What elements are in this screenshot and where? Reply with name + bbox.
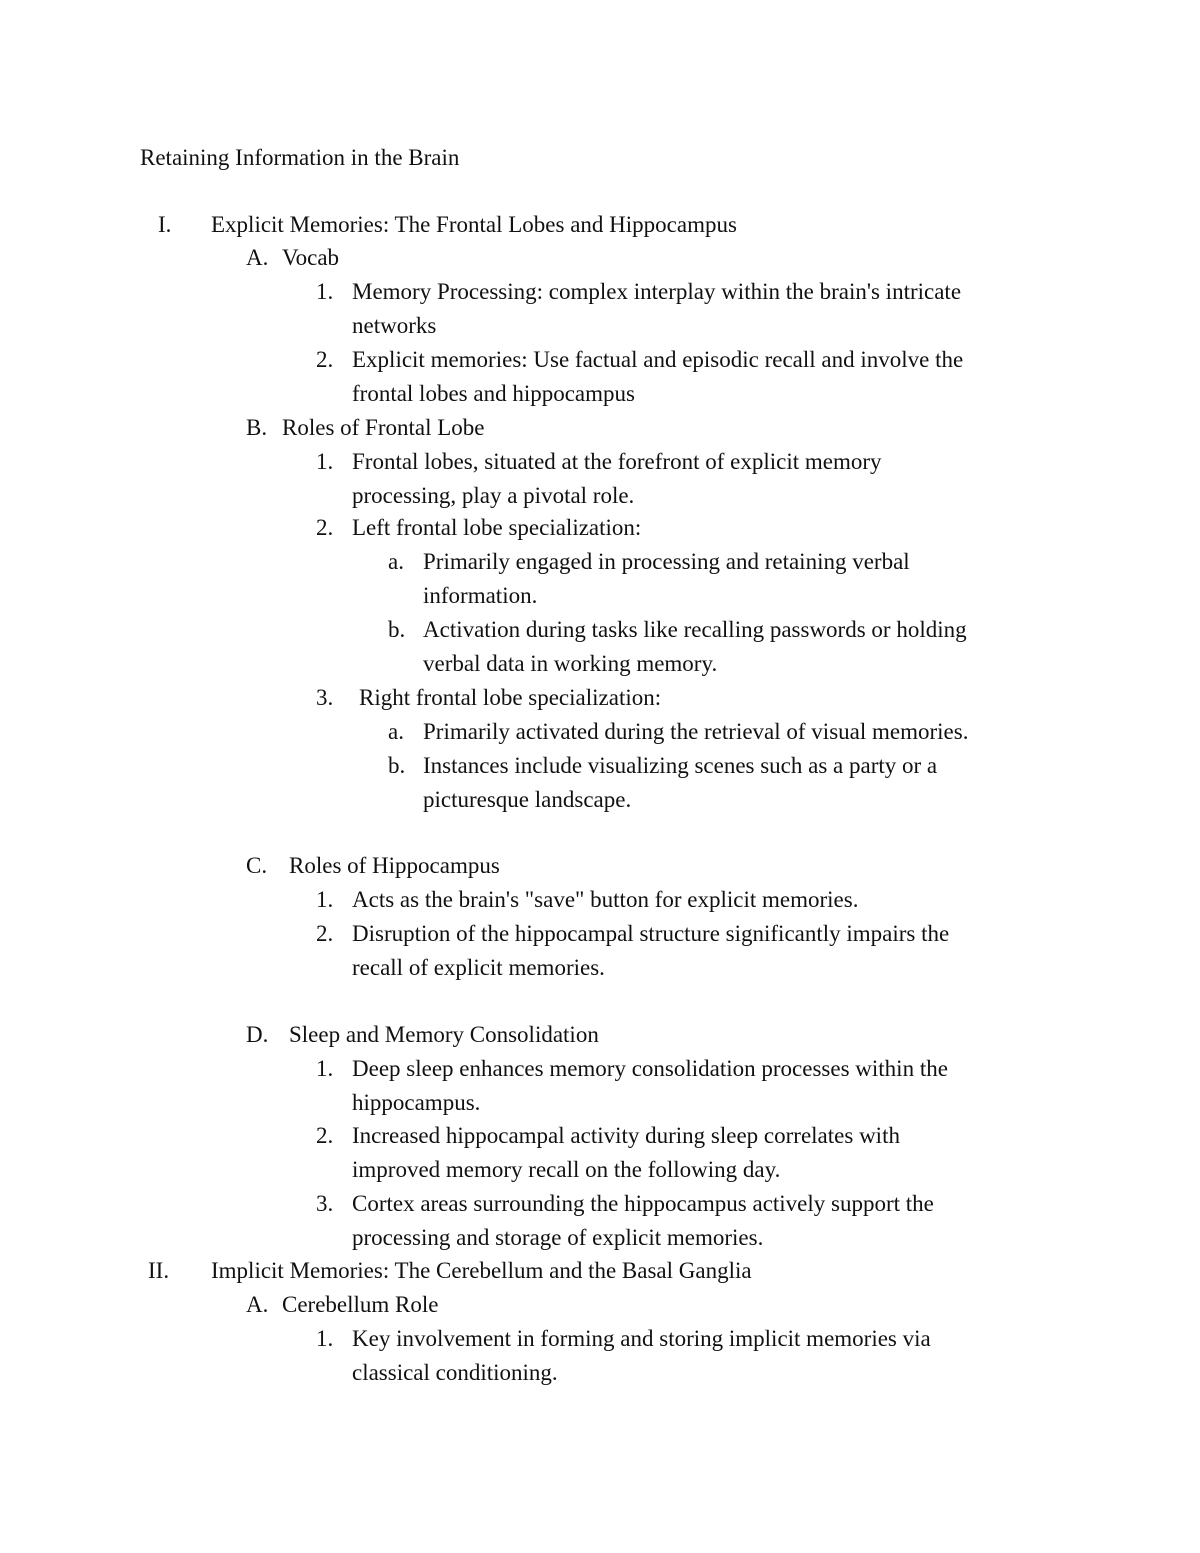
- item-text-line: Right frontal lobe specialization:: [359, 685, 662, 710]
- subsection-marker: C.: [246, 853, 268, 878]
- subitem-marker: a.: [388, 719, 404, 744]
- item-text-line: Increased hippocampal activity during sleep correlates with: [352, 1123, 900, 1148]
- item-marker: 1.: [316, 1056, 334, 1081]
- item-text-line: classical conditioning.: [352, 1360, 558, 1385]
- subitem-text-line: information.: [423, 583, 538, 608]
- item-text-line: processing, play a pivotal role.: [352, 483, 635, 508]
- item-marker: 3.: [316, 1191, 334, 1216]
- item-text-line: recall of explicit memories.: [352, 955, 605, 980]
- item-text-line: networks: [352, 313, 437, 338]
- item-text-line: Disruption of the hippocampal structure significantly impairs the: [352, 921, 950, 946]
- item-text-line: frontal lobes and hippocampus: [352, 381, 635, 406]
- item-text-line: processing and storage of explicit memories.: [352, 1225, 764, 1250]
- item-text-line: improved memory recall on the following day.: [352, 1157, 781, 1182]
- subsection-marker: D.: [246, 1022, 269, 1047]
- subitem-marker: a.: [388, 549, 404, 574]
- item-marker: 2.: [316, 515, 334, 540]
- subsection-heading: Cerebellum Role: [282, 1292, 439, 1317]
- item-marker: 1.: [316, 279, 334, 304]
- subitem-marker: b.: [388, 617, 406, 642]
- subitem-text-line: picturesque landscape.: [423, 787, 632, 812]
- section-heading: Implicit Memories: The Cerebellum and the Basal Ganglia: [211, 1258, 752, 1283]
- item-text-line: Acts as the brain's "save" button for explicit memories.: [352, 887, 859, 912]
- item-text-line: Explicit memories: Use factual and episodic recall and involve the: [352, 347, 964, 372]
- subsection-heading: Sleep and Memory Consolidation: [289, 1022, 599, 1047]
- item-marker: 3.: [316, 685, 334, 710]
- subitem-text-line: verbal data in working memory.: [423, 651, 718, 676]
- subsection-heading: Roles of Frontal Lobe: [282, 415, 485, 440]
- item-marker: 2.: [316, 921, 334, 946]
- item-text-line: Key involvement in forming and storing implicit memories via: [352, 1326, 931, 1351]
- subitem-text-line: Activation during tasks like recalling passwords or holding: [423, 617, 967, 642]
- subitem-text-line: Primarily engaged in processing and retaining verbal: [423, 549, 910, 574]
- subsection-marker: A.: [246, 245, 269, 270]
- item-text-line: Deep sleep enhances memory consolidation processes within the: [352, 1056, 948, 1081]
- subitem-text-line: Instances include visualizing scenes such as a party or a: [423, 753, 938, 778]
- item-marker: 1.: [316, 449, 334, 474]
- item-text-line: Left frontal lobe specialization:: [352, 515, 642, 540]
- item-text-line: Frontal lobes, situated at the forefront of explicit memory: [352, 449, 882, 474]
- item-marker: 1.: [316, 887, 334, 912]
- section-marker: I.: [158, 212, 172, 237]
- subsection-heading: Vocab: [282, 245, 340, 270]
- subitem-marker: b.: [388, 753, 406, 778]
- subsection-marker: A.: [246, 1292, 269, 1317]
- item-marker: 2.: [316, 347, 334, 372]
- item-marker: 1.: [316, 1326, 334, 1351]
- item-text-line: Memory Processing: complex interplay within the brain's intricate: [352, 279, 962, 304]
- subsection-heading: Roles of Hippocampus: [289, 853, 500, 878]
- item-text-line: Cortex areas surrounding the hippocampus actively support the: [352, 1191, 934, 1216]
- subitem-text-line: Primarily activated during the retrieval of visual memories.: [423, 719, 969, 744]
- item-text-line: hippocampus.: [352, 1090, 481, 1115]
- section-heading: Explicit Memories: The Frontal Lobes and Hippocampus: [211, 212, 737, 237]
- document-title: Retaining Information in the Brain: [140, 145, 460, 170]
- section-marker: II.: [148, 1258, 170, 1283]
- subsection-marker: B.: [246, 415, 268, 440]
- item-marker: 2.: [316, 1123, 334, 1148]
